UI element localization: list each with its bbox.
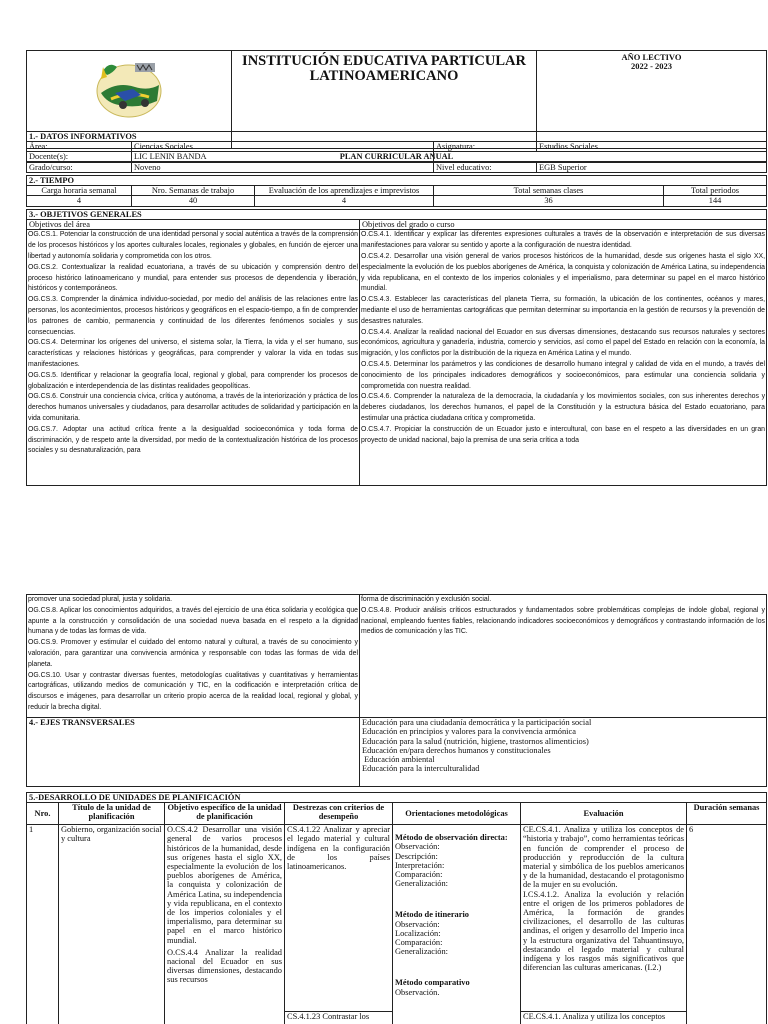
eje-item: Educación para la interculturalidad bbox=[362, 764, 480, 774]
metodo-step: Generalización: bbox=[395, 879, 449, 889]
plan-title: PLAN CURRICULAR ANUAL bbox=[27, 149, 767, 162]
unit-destrezas bbox=[285, 825, 393, 1024]
objetivos-grado-cell-2 bbox=[360, 595, 767, 718]
metodo-title: Método comparativo bbox=[395, 978, 470, 988]
tiempo-value-carga: 4 bbox=[27, 196, 132, 206]
objetivos-table bbox=[26, 209, 767, 486]
objetivos-area-text: OG.CS.1. Potenciar la construcción de una identidad personal y social auténtica a través de la comprensión de los procesos históricos y los aportes culturales locales, regionales y globales, en función de ejercer una libertad y autonomía solidaria y comprometida con los otros. OG.CS.2. Contextualizar la realidad ecuatoriana, a través de su ubicación y comprensión dentro del proceso histórico latinoamericano y mundial, para entender sus procesos de dependencia y liberación, históricos y contemporáneos. OG.CS.3. Comprender la dinámica individuo-sociedad, por medio del análisis de las relaciones entre las personas, los acontecimientos, procesos históricos y geográficos en el espacio-tiempo, a fin de comprender los patrones de cambio, permanencia y continuidad de los diferentes fenómenos sociales y sus consecuencias. OG.CS.4. Determinar los orígenes del universo, el sistema solar, la Tierra, la vida y el ser humano, sus características y relaciones históricas y geográficas, para comprender y valorar la vida en todas sus manifestaciones. OG.CS.5. Identificar y relacionar la geografía local, regional y global, para comprender los procesos de globalización e interdependencia de las distintas realidades geopolíticas. OG.CS.6. Construir una conciencia cívica, crítica y autónoma, a través de la interiorización y práctica de los derechos humanos universales y ciudadanos, para desarrollar actitudes de solidaridad y participación en la vida comunitaria. OG.CS.7. Adoptar una actitud crítica frente a la desigualdad socioeconómica y toda forma de discriminación, y de respeto ante la diversidad, por medio de la contextualización histórica de los procesos sociales y su desnaturalización, para bbox=[28, 231, 358, 455]
unit-orientaciones bbox=[393, 825, 521, 1024]
document-page-2 bbox=[0, 590, 768, 1024]
metodo-step: Generalización: bbox=[395, 947, 449, 957]
col-header-objetivo: Objetivo específico de la unidad de planificación bbox=[165, 803, 285, 825]
tiempo-header-carga: Carga horaria semanal bbox=[27, 186, 132, 196]
metodo-title: Método de observación directa: bbox=[395, 833, 508, 843]
empty-cell bbox=[434, 152, 767, 162]
col-header-destrezas: Destrezas con criterios de desempeño bbox=[285, 803, 393, 825]
section-objetivos: 3.- OBJETIVOS GENERALES bbox=[27, 210, 767, 220]
grado-value: Noveno bbox=[132, 162, 434, 172]
tiempo-value-periodos: 144 bbox=[664, 196, 767, 206]
objetivo-text-2: O.CS.4.4 Analizar la realidad nacional del Ecuador en sus diversas dimensiones, destacando sus recursos bbox=[167, 947, 282, 985]
asignatura-label: Asignatura: bbox=[434, 142, 537, 152]
objetivo-text-1: O.CS.4.2 Desarrollar una visión general de varios procesos históricos de la humanidad, desde sus orígenes hasta el siglo XX, especialmente la evolución de los pueblos aborígenes de América, la conquista y colonización de América Latina, su independencia y vida republicana, en el contexto de los imperios coloniales y el imperialismo, para determinar su papel en el marco histórico mundial. bbox=[167, 825, 282, 945]
eje-item: Educación en/para derechos humanos y constitucionales bbox=[362, 745, 551, 755]
objetivos-grado-header: Objetivos del grado o curso bbox=[360, 220, 767, 230]
tiempo-header-total-semanas: Total semanas clases bbox=[434, 186, 664, 196]
tiempo-header-periodos: Total periodos bbox=[664, 186, 767, 196]
metodo-step: Observación: bbox=[395, 919, 440, 929]
tiempo-value-semanas: 40 bbox=[132, 196, 255, 206]
institution-name: INSTITUCIÓN EDUCATIVA PARTICULAR LATINOAMERICANO bbox=[232, 51, 537, 149]
metodo-step: Comparación: bbox=[395, 870, 443, 880]
eje-item: Educación para la salud (nutrición, higiene, trastornos alimenticios) bbox=[362, 736, 589, 746]
objetivos-grado-text-2: forma de discriminación y exclusión social. O.CS.4.8. Producir análisis críticos estructurados y fundamentados sobre problemáticas complejas de índole global, regional y nacional, empleando fuentes fiables, relacionando indicadores socioeconómicos y demográficos y contrastando información de los medios de comunicación y las TIC. bbox=[361, 596, 765, 636]
area-label: Área: bbox=[27, 142, 132, 152]
tiempo-header-semanas: Nro. Semanas de trabajo bbox=[132, 186, 255, 196]
metodo-step: Observación. bbox=[395, 987, 440, 997]
eje-item: Educación ambiental bbox=[362, 755, 435, 765]
page-break bbox=[0, 500, 768, 590]
unit-nro: 1 bbox=[27, 825, 59, 1024]
tiempo-value-evaluacion: 4 bbox=[255, 196, 434, 206]
metodo-step: Observación: bbox=[395, 842, 440, 852]
datos-informativos-table bbox=[26, 131, 767, 173]
objetivos-grado-cell bbox=[360, 230, 767, 486]
metodo-step: Descripción: bbox=[395, 851, 438, 861]
objetivos-area-cell-2 bbox=[27, 595, 360, 718]
metodo-title: Método de itinerario bbox=[395, 910, 469, 920]
objetivos-area-cell bbox=[27, 230, 360, 486]
unit-evaluacion bbox=[521, 825, 687, 1024]
objetivos-continued-table bbox=[26, 594, 767, 787]
document-page-1 bbox=[0, 0, 768, 500]
unit-duracion: 6 bbox=[687, 825, 767, 1024]
unit-titulo: Gobierno, organización social y cultura bbox=[59, 825, 165, 1024]
grado-label: Grado/curso: bbox=[27, 162, 132, 172]
area-value: Ciencias Sociales bbox=[132, 142, 434, 152]
ejes-list bbox=[360, 718, 767, 787]
evaluacion-text-2: CE.CS.4.1. Analiza y utiliza los conceptos bbox=[523, 1012, 666, 1022]
objetivos-grado-text: O.CS.4.1. Identificar y explicar las diferentes expresiones culturales a través de la observación e interpretación de sus diversas manifestaciones para valorar su sentido y aporte a la configuración de nuestra identidad. O.CS.4.2. Desarrollar una visión general de varios procesos históricos de la humanidad, desde sus orígenes hasta el siglo XX, especialmente la evolución de los pueblos aborígenes de América, la conquista y colonización de América Latina, su independencia y vida republicana, en el contexto de los imperios coloniales y el imperialismo, para determinar su papel en el marco histórico mundial. O.CS.4.3. Establecer las características del planeta Tierra, su formación, la ubicación de los continentes, océanos y mares, mediante el uso de herramientas cartográficas que permitan determinar su importancia en la gestión de recursos y la prevención de desastres naturales. O.CS.4.4. Analizar la realidad nacional del Ecuador en sus diversas dimensiones, destacando sus recursos naturales y sectores económicos, agricultura y ganadería, industria, comercio y servicios, así como el papel del Estado en relación con la economía, la migración, y los conflictos por la distribución de la riqueza en América Latina y el mundo. O.CS.4.5. Determinar los parámetros y las condiciones de desarrollo humano integral y calidad de vida en el mundo, a través del conocimiento de los principales indicadores demográficos y socioeconómicos, para estimular una conciencia solidaria y comprometida con nuestra realidad. O.CS.4.6. Comprender la naturaleza de la democracia, la ciudadanía y los movimientos sociales, con sus inherentes derechos y deberes ciudadanos, los derechos humanos, el papel de la Constitución y la estructura básica del Estado ecuatoriano, para estimular una práctica ciudadana crítica y comprometida. O.CS.4.7. Propiciar la construcción de un Ecuador justo e intercultural, con base en el respeto a las diversidades en un gran proyecto de unidad nacional, bajo la premisa de una seria crítica a toda bbox=[361, 231, 766, 444]
desarrollo-table bbox=[26, 792, 767, 1024]
objetivos-area-header: Objetivos del área bbox=[27, 220, 360, 230]
docente-label: Docente(s): bbox=[27, 152, 132, 162]
objetivos-area-text-2: promover una sociedad plural, justa y solidaria. OG.CS.8. Aplicar los conocimientos adquiridos, a través del ejercicio de una ética solidaria y ecológica que apunte a la construcción y consolidación de una sociedad nueva basada en el respeto a la dignidad humana y de todas las formas de vida. OG.CS.9. Promover y estimular el cuidado del entorno natural y cultural, a través de su conocimiento y valoración, para garantizar una convivencia armónica y responsable con todas las formas de vida del planeta. OG.CS.10. Usar y contrastar diversas fuentes, metodologías cualitativas y cuantitativas y herramientas cartográficas, utilizando medios de comunicación y TIC, en la codificación e interpretación crítica de discursos e imágenes, para desarrollar un criterio propio acerca de la realidad local, regional y global, y reducir la brecha digital. bbox=[28, 596, 358, 711]
col-header-orientaciones: Orientaciones metodológicas bbox=[393, 803, 521, 825]
eje-item: Educación en principios y valores para la convivencia armónica bbox=[362, 727, 576, 737]
metodo-step: Interpretación: bbox=[395, 860, 445, 870]
section-datos: 1.- DATOS INFORMATIVOS bbox=[27, 132, 767, 142]
school-year-value: 2022 - 2023 bbox=[630, 61, 673, 71]
col-header-duracion: Duración semanas bbox=[687, 803, 767, 825]
col-header-evaluacion: Evaluación bbox=[521, 803, 687, 825]
section-desarrollo: 5.-DESARROLLO DE UNIDADES DE PLANIFICACIÓN bbox=[27, 793, 767, 803]
school-year-label: AÑO LECTIVO bbox=[621, 52, 682, 62]
docente-value: LIC LENIN BANDA bbox=[132, 152, 434, 162]
nivel-value: EGB Superior bbox=[537, 162, 767, 172]
asignatura-value: Estudios Sociales bbox=[537, 142, 767, 152]
unit-objetivo bbox=[165, 825, 285, 1024]
destreza-text-1: CS.4.1.22 Analizar y apreciar el legado material y cultural indígena en la configuración de los países latinoamericanos. bbox=[285, 825, 392, 1012]
metodo-step: Comparación: bbox=[395, 938, 443, 948]
metodo-step: Localización: bbox=[395, 928, 441, 938]
evaluacion-text-1: CE.CS.4.1. Analiza y utiliza los conceptos de “historia y trabajo”, como herramientas teóricas en función de comprender el proceso de producción y reproducción de la cultura material y simbólica de los pueblos americanos y de la humanidad, destacando el protagonismo de la mujer en su evolución. I.CS.4.1.2. Analiza la evolución y relación entre el origen de los primeros pobladores de América, la formación de grandes civilizaciones, el desarrollo de las culturas andinas, el origen y desarrollo del Imperio inca y la estructura organizativa del Tahuantinsuyo, destacando el legado material y cultural indígena y los rasgos más significativos que diferencian las culturas americanas. (I.2.) bbox=[521, 825, 686, 1012]
school-logo-icon bbox=[89, 57, 169, 121]
tiempo-header-evaluacion: Evaluación de los aprendizajes e imprevistos bbox=[255, 186, 434, 196]
tiempo-value-total-semanas: 36 bbox=[434, 196, 664, 206]
tiempo-table bbox=[26, 175, 767, 207]
eje-item: Educación para una ciudadanía democrática y la participación social bbox=[362, 718, 592, 727]
nivel-label: Nivel educativo: bbox=[434, 162, 537, 172]
section-ejes: 4.- EJES TRANSVERSALES bbox=[27, 718, 360, 787]
destreza-text-2: CS.4.1.23 Contrastar los bbox=[287, 1012, 370, 1022]
col-header-nro: Nro. bbox=[27, 803, 59, 825]
section-tiempo: 2.- TIEMPO bbox=[27, 176, 767, 186]
col-header-titulo: Título de la unidad de planificación bbox=[59, 803, 165, 825]
